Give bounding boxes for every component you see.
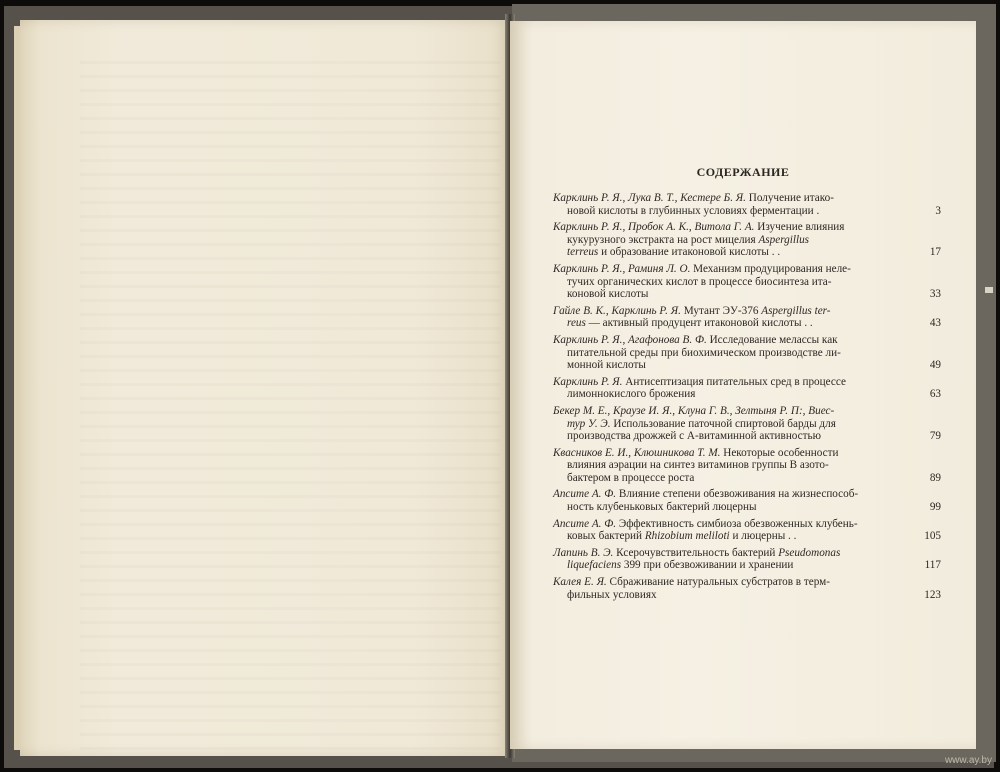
- toc-authors: Апсите А. Ф.: [553, 517, 617, 530]
- toc-line: [553, 288, 895, 301]
- toc-title-text: влияния аэрации на синтез витаминов группы В азото-: [567, 459, 829, 472]
- toc-entry: [553, 375, 941, 401]
- toc-latin-name: liquefaciens: [567, 559, 622, 572]
- left-page: [20, 20, 510, 756]
- toc-line: [553, 388, 895, 401]
- toc-line: [553, 518, 895, 531]
- toc-latin-name: Rhizobium meliloti: [644, 530, 730, 543]
- toc-line: [553, 530, 895, 543]
- toc-entry: [553, 517, 941, 543]
- toc-line: [553, 501, 895, 514]
- toc-line: [553, 276, 895, 289]
- toc-entry: [553, 488, 941, 514]
- toc-line: [553, 589, 895, 602]
- toc-title-text: коновой кислоты: [567, 288, 649, 301]
- toc-line: [553, 221, 895, 234]
- toc-title-text: тучих органических кислот в процессе биосинтеза ита-: [567, 275, 832, 288]
- toc-line: [553, 472, 895, 485]
- toc-title-text: Сбраживание натуральных субстратов в терм-: [606, 576, 830, 589]
- toc-page-number: 17: [929, 246, 941, 259]
- toc-line: [553, 376, 895, 389]
- toc-line: [553, 488, 895, 501]
- toc-line: [553, 192, 895, 205]
- toc-entry: [553, 546, 941, 572]
- toc-entry: [553, 576, 941, 601]
- toc-title-text: монной кислоты: [567, 359, 646, 372]
- toc-entry: [553, 262, 941, 301]
- table-of-contents: [553, 192, 941, 605]
- toc-line: [553, 576, 895, 589]
- toc-line: [553, 347, 895, 360]
- toc-authors: Квасников Е. И., Клюшникова Т. М.: [553, 446, 721, 459]
- toc-title-text: Эффективность симбиоза обезвоженных клубень-: [616, 517, 858, 530]
- toc-entry: [553, 304, 941, 330]
- toc-authors: Бекер М. Е., Краузе И. Я., Клуна Г. В., Зелтыня Р. П:, Виес-: [553, 404, 835, 417]
- toc-line: [553, 547, 895, 560]
- toc-leader-dots: . .: [768, 246, 781, 259]
- toc-page-number: 123: [924, 588, 941, 601]
- toc-title-text: Мутант ЭУ-376: [680, 304, 762, 317]
- toc-page-number: 99: [929, 501, 941, 514]
- toc-authors: Карклинь Р. Я.: [553, 375, 623, 388]
- toc-title-text: бактером в процессе роста: [567, 471, 695, 484]
- toc-title-text: Изучение влияния: [754, 221, 845, 234]
- toc-authors: Апсите А. Ф.: [553, 488, 617, 501]
- toc-line: [553, 334, 895, 347]
- toc-line: [553, 459, 895, 472]
- toc-latin-name: terreus: [567, 246, 599, 259]
- toc-title-text: производства дрожжей с А-витаминной активностью: [567, 430, 821, 443]
- toc-authors: Калея Е. Я.: [553, 576, 607, 589]
- toc-title-text: — активный продуцент итаконовой кислоты: [585, 317, 802, 330]
- toc-line: [553, 430, 895, 443]
- toc-entry: [553, 333, 941, 372]
- toc-leader-dots: . .: [785, 530, 797, 543]
- toc-title-text: Использование паточной спиртовой барды для: [610, 417, 836, 430]
- toc-line: [553, 418, 895, 431]
- toc-page-number: 3: [935, 204, 941, 217]
- toc-title-text: Антисептизация питательных сред в процессе: [622, 375, 846, 388]
- toc-authors: Карклинь Р. Я., Агафонова В. Ф.: [553, 333, 707, 346]
- toc-page-number: 89: [929, 471, 941, 484]
- toc-page-number: 105: [924, 530, 941, 543]
- toc-title-text: 399 при обезвоживании и хранении: [621, 559, 794, 572]
- toc-title-text: ность клубеньковых бактерий люцерны: [567, 501, 757, 514]
- toc-page-number: 117: [924, 559, 941, 572]
- toc-title-text: Влияние степени обезвоживания на жизнеспособ-: [616, 488, 859, 501]
- toc-title-text: Исследование мелассы как: [706, 333, 838, 346]
- toc-title-text: ковых бактерий: [567, 530, 645, 543]
- toc-leader-dots: .: [813, 204, 820, 217]
- toc-title-text: и люцерны: [729, 530, 786, 543]
- toc-latin-name: Pseudomonas: [778, 546, 841, 559]
- toc-authors: Карклинь Р. Я., Пробок А. К., Витола Г. А.: [553, 221, 755, 234]
- toc-authors: Гайле В. К., Карклинь Р. Я.: [553, 304, 681, 317]
- toc-title-text: лимоннокислого брожения: [567, 388, 696, 401]
- toc-page-number: 33: [929, 288, 941, 301]
- toc-line: [553, 559, 895, 572]
- toc-line: [553, 305, 895, 318]
- toc-title-text: Некоторые особенности: [720, 446, 839, 459]
- toc-line: [553, 317, 895, 330]
- toc-page-number: 49: [929, 359, 941, 372]
- toc-title-text: Ксерочувствительность бактерий: [613, 546, 779, 559]
- toc-title-text: Получение итако-: [745, 192, 834, 204]
- toc-title-text: фильных условиях: [567, 588, 657, 601]
- toc-line: [553, 246, 895, 259]
- toc-line: [553, 263, 895, 276]
- watermark: www.ay.by: [944, 755, 992, 766]
- toc-line: [553, 234, 895, 247]
- toc-line: [553, 447, 895, 460]
- toc-line: [553, 405, 895, 418]
- toc-title-text: питательной среды при биохимическом производстве ли-: [567, 346, 841, 359]
- toc-authors: Карклинь Р. Я., Лука В. Т., Кестере Б. Я.: [553, 192, 746, 204]
- toc-title-text: новой кислоты в глубинных условиях ферментации: [567, 204, 814, 217]
- toc-entry: [553, 404, 941, 443]
- toc-authors: Карклинь Р. Я., Раминя Л. О.: [553, 262, 691, 275]
- cover-mark: [985, 287, 993, 293]
- toc-title-text: кукурузного экстракта на рост мицелия: [567, 233, 759, 246]
- toc-page-number: 43: [929, 317, 941, 330]
- toc-page-number: 63: [929, 388, 941, 401]
- bleed-through-text: [80, 50, 500, 750]
- toc-entry: [553, 192, 941, 217]
- toc-line: [553, 205, 895, 218]
- toc-authors: Лапинь В. Э.: [553, 546, 614, 559]
- toc-latin-name: Aspergillus ter-: [761, 304, 831, 317]
- toc-title-text: и образование итаконовой кислоты: [598, 246, 769, 259]
- toc-latin-name: Aspergillus: [758, 233, 810, 246]
- page-title: СОДЕРЖАНИЕ: [696, 165, 790, 179]
- toc-authors: тур У. Э.: [567, 417, 611, 430]
- toc-leader-dots: . .: [801, 317, 813, 330]
- toc-latin-name: reus: [567, 317, 586, 330]
- toc-line: [553, 359, 895, 372]
- toc-page-number: 79: [929, 430, 941, 443]
- toc-entry: [553, 221, 941, 259]
- toc-entry: [553, 446, 941, 485]
- toc-title-text: Механизм продуцирования нелe-: [690, 262, 851, 275]
